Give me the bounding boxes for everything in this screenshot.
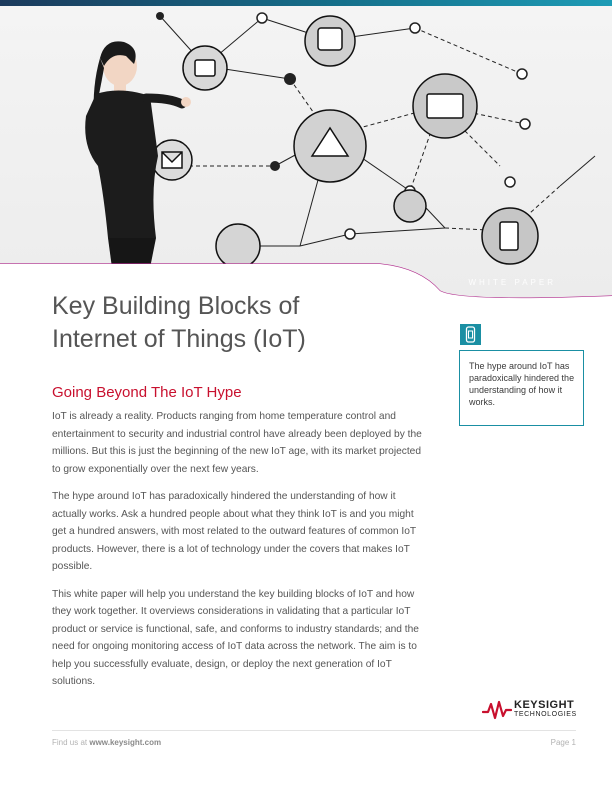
- paragraph-1: IoT is already a reality. Products ranging from home temperature control and entertainment to security and industrial control have already been deployed by the millions. But this is just the beginning of the new IoT age, with its market projected to grow exponentially over the next few years.: [52, 411, 422, 475]
- paragraph-2: The hype around IoT has paradoxically hindered the understanding of how it actually works. Ask a hundred people about what they think IoT is and you might get a hundred answers, with most related to the outward features of common IoT products. However, there is a lot of technology under the covers that makes IoT possible.: [52, 491, 416, 572]
- pull-quote-callout: [459, 350, 584, 426]
- footer-prefix: Find us at: [52, 738, 90, 747]
- website-link[interactable]: www.keysight.com: [89, 738, 162, 747]
- page-number: Page 1: [550, 738, 576, 747]
- hero-image: [0, 6, 612, 302]
- section-heading: Going Beyond The IoT Hype: [52, 384, 242, 401]
- iot-network-illustration: [0, 6, 612, 302]
- logo-subtitle: TECHNOLOGIES: [514, 711, 577, 718]
- footer-divider: [52, 730, 576, 731]
- footer-website: [52, 738, 161, 747]
- title-line-2: Internet of Things (IoT): [52, 325, 306, 353]
- keysight-wave-icon: [482, 698, 512, 722]
- page-title: [52, 290, 412, 356]
- pull-quote-text: The hype around IoT has paradoxically hindered the understanding of how it works.: [469, 361, 575, 407]
- document-type-label: WHITE PAPER: [468, 278, 556, 287]
- body-text: [52, 408, 422, 701]
- title-line-1: Key Building Blocks of: [52, 292, 300, 320]
- logo-wordmark: KEYSIGHT: [514, 699, 575, 711]
- paragraph-3: This white paper will help you understand the key building blocks of IoT and how they work together. It overviews considerations in validating that a particular IoT product or service is functional, safe, and conforms to industry standards; and the need for ongoing monitoring access of IoT data across the network. The aim is to help you successfully evaluate, design, or deploy the next generation of IoT solutions.: [52, 588, 419, 687]
- smartwatch-icon: [460, 324, 481, 345]
